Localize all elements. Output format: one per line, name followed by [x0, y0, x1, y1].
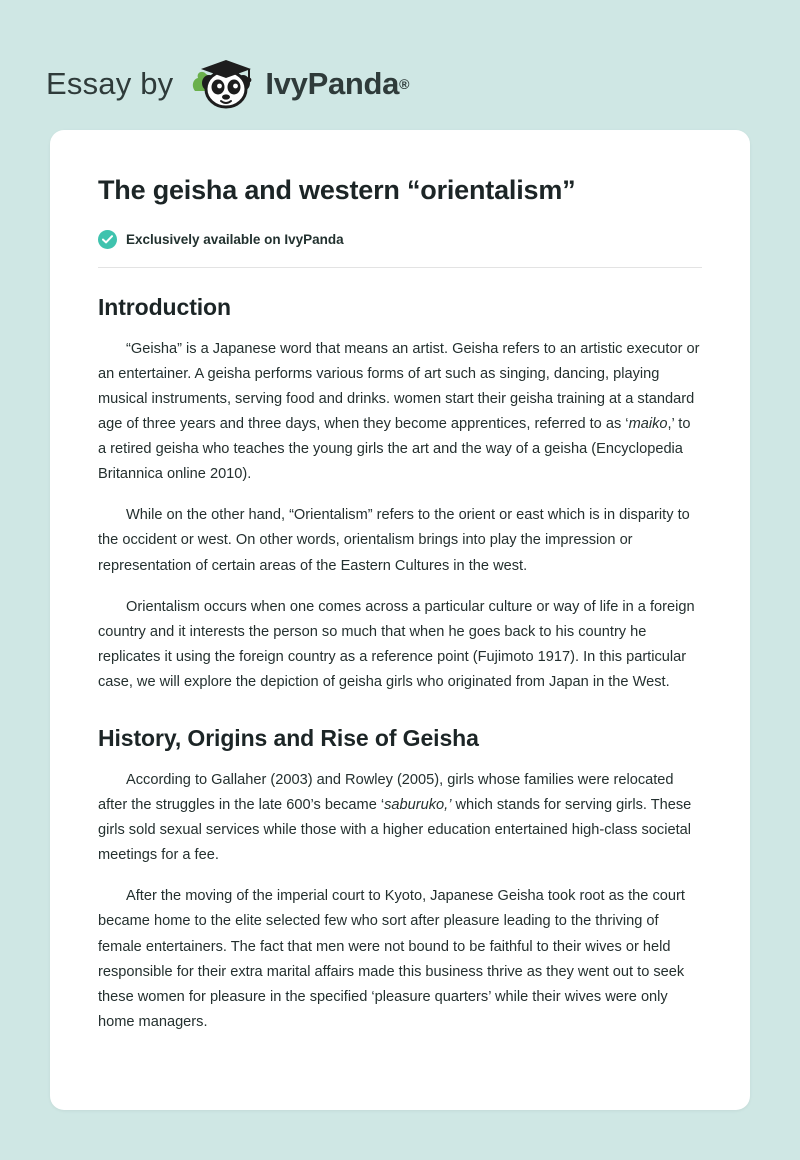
paragraph: After the moving of the imperial court to Kyoto, Japanese Geisha took root as the court became home to the elite selected few who sort after pleasure leading to the thriving of female entertainers. The fact that men were not bound to be faithful to their wives or held responsible for their extra marital affairs made this business thrive as they went out to seek these women for pleasure in the specified ‘pleasure quarters’ while their wives were only home managers.	[98, 888, 685, 1030]
title-divider	[98, 267, 702, 268]
brand-registered-mark: ®	[399, 76, 410, 92]
exclusive-badge-label: Exclusively available on IvyPanda	[126, 231, 344, 247]
brand-header	[0, 0, 800, 130]
section-heading-history: History, Origins and Rise of Geisha	[98, 724, 479, 751]
brand-name: IvyPanda	[265, 66, 400, 101]
panda-graduate-icon	[187, 53, 261, 115]
section-heading-introduction: Introduction	[98, 293, 231, 320]
brand-prefix: Essay by	[46, 66, 174, 101]
paragraph: Orientalism occurs when one comes across a particular culture or way of life in a foreign country and it interests the person so much that when he goes back to his country he replicates it using the foreign country as a reference point (Fujimoto 1917). In this particular case, we will explore the depiction of geisha girls who originated from Japan in the West.	[98, 598, 695, 690]
paragraph: While on the other hand, “Orientalism” refers to the orient or east which is in disparity to the occident or west. On other words, orientalism brings into play the impression or representation of certain areas of the Eastern Cultures in the west.	[98, 507, 690, 574]
page-title: The geisha and western “orientalism”	[98, 175, 576, 205]
document-card	[50, 130, 750, 1110]
paragraph: “Geisha” is a Japanese word that means an artist. Geisha refers to an artistic executor or an entertainer. A geisha performs various forms of art such as singing, dancing, playing musical instruments, serving food and drinks. women start their geisha training at a standard age of three years and three days, when they become apprentices, referred to as ‘maiko,’ to a retired geisha who teaches the young girls the art and the way of a geisha (Encyclopedia Britannica online 2010).	[98, 340, 700, 483]
paragraph: According to Gallaher (2003) and Rowley (2005), girls whose families were relocated after the struggles in the late 600’s became ‘saburuko,’ which stands for serving girls. These girls sold sexual services while those with a higher education entertained high-class societal meetings for a fee.	[98, 771, 692, 864]
exclusive-badge	[98, 230, 702, 249]
ivypanda-logo	[187, 53, 409, 115]
check-circle-icon	[98, 230, 117, 249]
